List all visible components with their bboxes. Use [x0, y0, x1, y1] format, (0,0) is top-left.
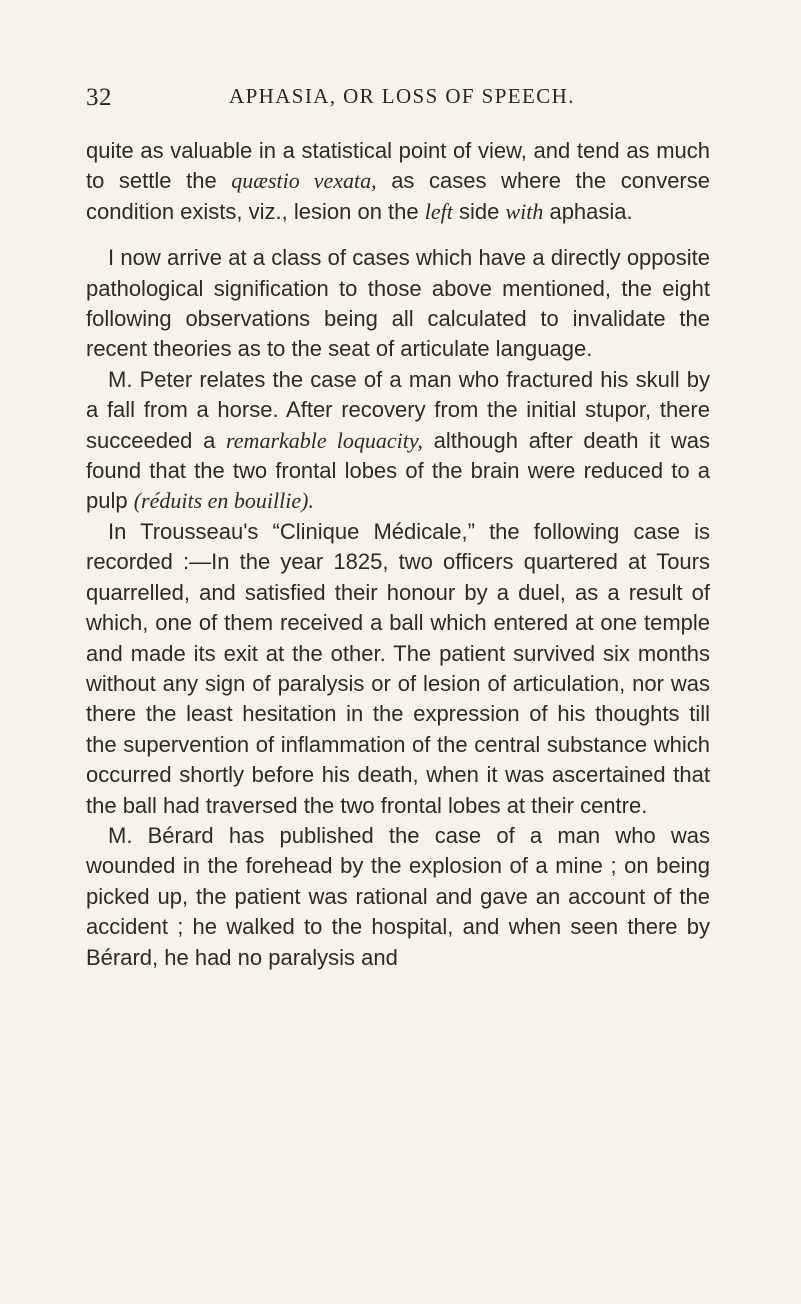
paragraph-3: [86, 365, 710, 517]
italic-left: left: [424, 198, 453, 224]
running-title: APHASIA, OR LOSS OF SPEECH.: [229, 84, 575, 108]
paragraph-1-text-c: side: [452, 198, 506, 224]
italic-reduits-en-bouillie: (réduits en bouillie).: [133, 488, 314, 514]
paragraph-3-text-b: although after death it was found that the two frontal lobes of the brain were reduced to a pulp: [86, 427, 710, 514]
page-header: [84, 84, 724, 114]
paragraph-5: M. Bérard has published the case of a man who was wounded in the forehead by the explosion of a mine ; on being picked up, the patient was rational and gave an account of the accident ; he walked to the hospital, and when seen there by Bérard, he had no paralysis and: [86, 822, 710, 970]
body-text: [86, 136, 710, 973]
italic-remarkable-loquacity: remarkable loquacity,: [226, 427, 423, 453]
italic-with: with: [505, 198, 544, 224]
paragraph-3-text-a: M. Peter relates the case of a man who fractured his skull by a fall from a horse. After recovery from the initial stupor, there succeeded a: [86, 366, 710, 453]
paragraph-1: [86, 136, 710, 227]
paragraph-1-text-a: quite as valuable in a statistical point of view, and tend as much to settle the: [86, 138, 710, 194]
paragraph-1-text-d: aphasia.: [543, 198, 633, 224]
paragraph-1-text-b: as cases where the converse condition exists, viz., lesion on the: [86, 168, 710, 224]
italic-quaestio-vexata: quæstio vexata,: [231, 168, 377, 194]
paragraph-2: I now arrive at a class of cases which have a directly opposite pathological signification to those above mentioned, the eight following observations being all calculated to invalidate the recent theories as to the seat of articulate language.: [86, 245, 710, 362]
paragraph-4: In Trousseau's “Clinique Médicale,” the following case is recorded :—In the year 1825, two officers quartered at Tours quarrelled, and satisfied their honour by a duel, as a result of which, one of them received a ball which entered at one temple and made its exit at the other. The patient survived six months without any sign of paralysis or of lesion of articulation, nor was there the least hesitation in the expression of his thoughts till the supervention of inflammation of the central substance which occurred shortly before his death, when it was ascertained that the ball had traversed the two frontal lobes at their centre.: [86, 518, 710, 818]
page-number: 32: [86, 84, 112, 111]
